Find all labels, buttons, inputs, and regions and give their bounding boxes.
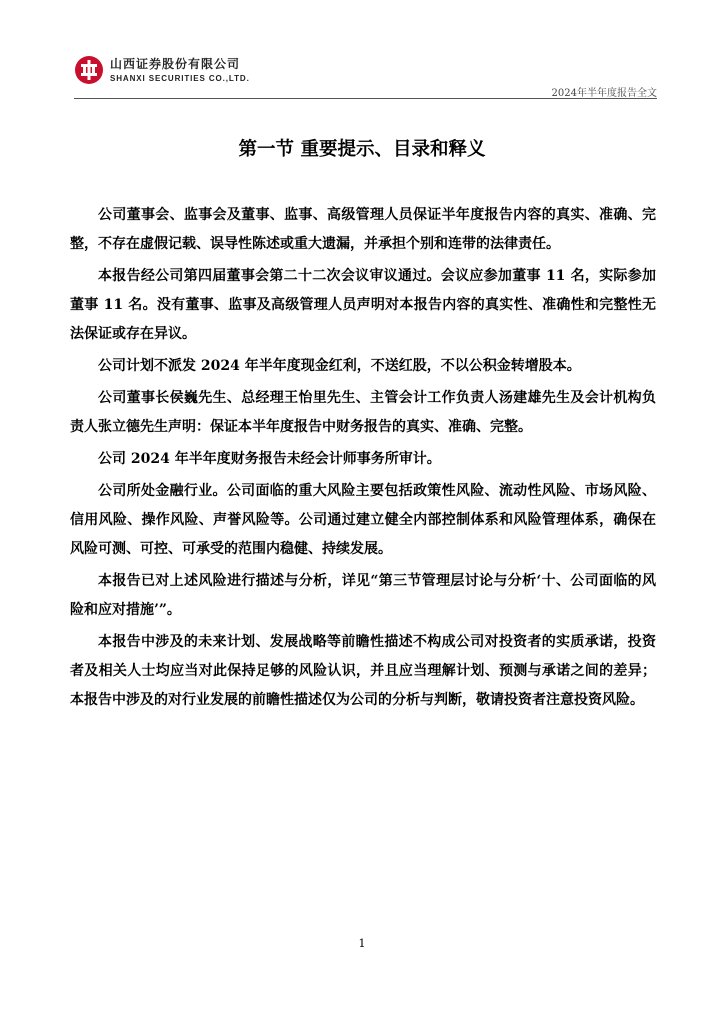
- document-body: [70, 201, 656, 718]
- paragraph-6: 公司所处金融行业。公司面临的重大风险主要包括政策性风险、流动性风险、市场风险、信用风险、操作风险、声誉风险等。公司通过建立健全内部控制体系和风险管理体系，确保在风险可测、可控、可承受的范围内稳健、持续发展。: [70, 483, 656, 557]
- paragraph-5: 公司 2024 年半年度财务报告未经会计师事务所审计。: [98, 451, 441, 467]
- paragraph-4: 公司董事长侯巍先生、总经理王怡里先生、主管会计工作负责人汤建雄先生及会计机构负责人张立德先生声明：保证本半年度报告中财务报告的真实、准确、完整。: [70, 390, 656, 435]
- company-name-cn: 山西证券股份有限公司: [110, 56, 241, 71]
- page-number: 1: [358, 937, 366, 950]
- paragraph-2: 本报告经公司第四届董事会第二十二次会议审议通过。会议应参加董事 11 名，实际参加董事 11 名。没有董事、监事及高级管理人员声明对本报告内容的真实性、准确性和完整性无法保证或存在异议。: [70, 268, 656, 342]
- paragraph-8: 本报告中涉及的未来计划、发展战略等前瞻性描述不构成公司对投资者的实质承诺，投资者及相关人士均应当对此保持足够的风险认识，并且应当理解计划、预测与承诺之间的差异；本报告中涉及的对行业发展的前瞻性描述仅为公司的分析与判断，敬请投资者注意投资风险。: [70, 634, 656, 708]
- section-title: 第一节 重要提示、目录和释义: [238, 139, 486, 160]
- paragraph-1: 公司董事会、监事会及董事、监事、高级管理人员保证半年度报告内容的真实、准确、完整，不存在虚假记载、误导性陈述或重大遗漏，并承担个别和连带的法律责任。: [70, 207, 656, 252]
- paragraph-7: 本报告已对上述风险进行描述与分析，详见“第三节管理层讨论与分析‘十、公司面临的风险和应对措施’”。: [70, 573, 656, 618]
- shanxi-securities-logo-icon: [74, 55, 104, 85]
- company-name-en: SHANXI SECURITIES CO.,LTD.: [110, 73, 250, 83]
- paragraph-3: 公司计划不派发 2024 年半年度现金红利，不送红股，不以公积金转增股本。: [98, 358, 581, 374]
- header-divider: [74, 98, 657, 99]
- company-logo: [74, 55, 250, 85]
- report-name: 2024年半年度报告全文: [551, 88, 657, 99]
